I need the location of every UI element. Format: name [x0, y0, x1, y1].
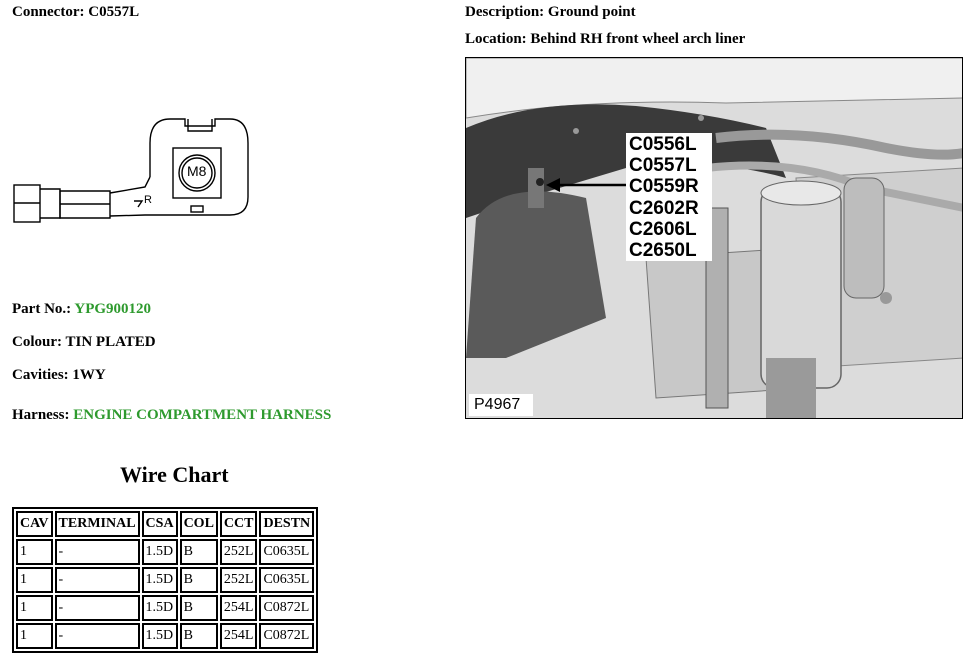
table-row — [16, 567, 314, 593]
harness-link[interactable]: ENGINE COMPARTMENT HARNESS — [73, 407, 332, 423]
cell-csa: 1.5D — [142, 595, 178, 621]
wire-chart-table — [12, 507, 318, 653]
cell-cav: 1 — [16, 595, 53, 621]
cavities-label: Cavities: — [12, 367, 69, 383]
cell-col: B — [180, 567, 218, 593]
connector-field — [12, 4, 139, 21]
cell-cct: 254L — [220, 623, 258, 649]
location-value: Behind RH front wheel arch liner — [530, 31, 746, 47]
col-csa: CSA — [142, 511, 178, 537]
callout-item: C0556L — [629, 134, 697, 155]
cell-destn: C0635L — [259, 539, 314, 565]
cell-cct: 254L — [220, 595, 258, 621]
colour-value: TIN PLATED — [65, 334, 156, 350]
cell-cav: 1 — [16, 623, 53, 649]
cell-col: B — [180, 595, 218, 621]
col-destn: DESTN — [259, 511, 314, 537]
connector-label: Connector: — [12, 4, 85, 20]
callout-item: C0559R — [629, 176, 699, 198]
cell-csa: 1.5D — [142, 539, 178, 565]
harness-field — [12, 407, 331, 424]
col-col: COL — [180, 511, 218, 537]
cavities-field — [12, 367, 106, 384]
description-label: Description: — [465, 4, 545, 20]
part-no-field — [12, 301, 151, 318]
cell-terminal: - — [55, 623, 140, 649]
cell-destn: C0635L — [259, 567, 314, 593]
location-field — [465, 31, 745, 48]
cell-cav: 1 — [16, 539, 53, 565]
wire-chart-title: Wire Chart — [120, 462, 229, 487]
col-terminal: TERMINAL — [55, 511, 140, 537]
cell-terminal: - — [55, 567, 140, 593]
col-cct: CCT — [220, 511, 258, 537]
cell-csa: 1.5D — [142, 567, 178, 593]
cell-destn: C0872L — [259, 623, 314, 649]
colour-field — [12, 334, 156, 351]
table-row — [16, 623, 314, 649]
col-cav: CAV — [16, 511, 53, 537]
part-no-link[interactable]: YPG900120 — [74, 301, 152, 317]
description-field — [465, 4, 636, 21]
harness-label: Harness: — [12, 407, 70, 423]
cell-destn: C0872L — [259, 595, 314, 621]
description-value: Ground point — [547, 4, 636, 20]
cell-csa: 1.5D — [142, 623, 178, 649]
part-no-label: Part No.: — [12, 301, 72, 317]
location-label: Location: — [465, 31, 527, 47]
cell-terminal: - — [55, 539, 140, 565]
cell-col: B — [180, 623, 218, 649]
table-row — [16, 595, 314, 621]
table-header-row — [16, 511, 314, 537]
connector-callout-list — [626, 133, 712, 261]
connector-value: C0557L — [88, 4, 140, 20]
cell-terminal: - — [55, 595, 140, 621]
callout-item: C0557L — [629, 155, 697, 177]
cavities-value: 1WY — [72, 367, 106, 383]
table-row — [16, 539, 314, 565]
location-photo — [465, 57, 963, 419]
cell-cct: 252L — [220, 539, 258, 565]
cell-col: B — [180, 539, 218, 565]
r-mark: R — [144, 194, 152, 206]
callout-item: C2602R — [629, 197, 699, 219]
cell-cct: 252L — [220, 567, 258, 593]
cell-cav: 1 — [16, 567, 53, 593]
photo-id: P4967 — [469, 394, 533, 416]
callout-item: C2650L — [629, 240, 697, 262]
connector-drawing — [10, 115, 255, 230]
callout-item: C2606L — [629, 218, 697, 240]
colour-label: Colour: — [12, 334, 62, 350]
stud-label: M8 — [187, 163, 207, 179]
